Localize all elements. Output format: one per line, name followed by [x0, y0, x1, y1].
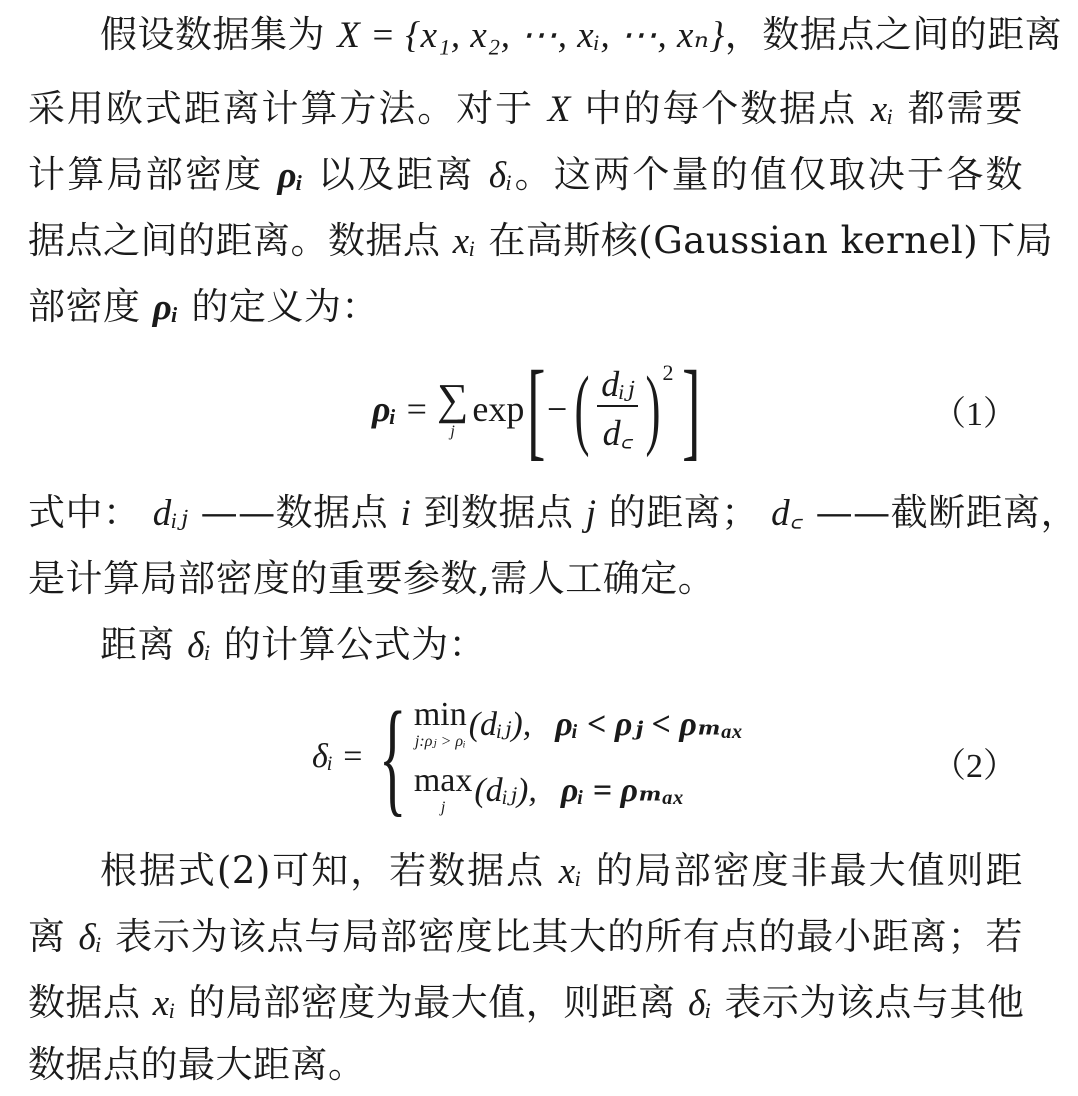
max-operator: max	[413, 762, 473, 799]
text-run: 中的每个数据点	[584, 87, 857, 130]
eq1-sum	[436, 375, 469, 440]
text-run: 假设数据集为	[100, 13, 325, 56]
para1-line1	[100, 12, 1063, 59]
para1-line4	[28, 218, 1054, 265]
para2-line2	[28, 556, 1023, 602]
math-xi: xᵢ	[870, 89, 894, 130]
text-run: 表示为该点与局部密度比其大的所有点的最小距离；若	[115, 915, 1024, 958]
text-run: ，数据点之间的距离	[724, 13, 1063, 56]
text-run: 都需要	[907, 87, 1024, 130]
eq2-case-2	[414, 764, 744, 816]
max-subscript: j	[440, 799, 446, 816]
para4-line4	[28, 1042, 1023, 1088]
text-run: 的局部密度非最大值则距	[595, 849, 1023, 892]
eq1-minus: −	[546, 389, 568, 429]
text-run: 以及距离	[317, 153, 475, 196]
sum-index: j	[450, 423, 455, 440]
math-i: i	[400, 493, 412, 534]
left-brace: {	[379, 686, 407, 828]
eq1-func-exp: exp	[472, 389, 525, 429]
case1-min	[414, 698, 467, 750]
min-operator: min	[413, 696, 467, 733]
case2-argument: (dᵢⱼ),	[474, 772, 537, 809]
set-definition-math: X = {x₁, x₂, ⋯, xᵢ, ⋯, xₙ}	[337, 15, 725, 56]
math-dc: d꜀	[771, 493, 804, 534]
math-xi: xᵢ	[452, 221, 477, 262]
text-run: 距离	[100, 623, 175, 666]
left-bracket: [	[527, 348, 546, 470]
text-run: 是计算局部密度的重要参数,需人工确定。	[28, 557, 716, 600]
text-run: 的定义为：	[191, 285, 379, 328]
text-run: 的距离；	[608, 491, 759, 534]
text-run: 。这两个量的值仅取决于各数	[512, 153, 1024, 196]
para4-line3	[28, 980, 1023, 1027]
sum-symbol: ∑	[436, 375, 469, 424]
equation-1-number: （1）	[932, 396, 1017, 433]
text-run: 的计算公式为：	[223, 623, 487, 666]
text-run: 到数据点	[423, 491, 574, 534]
para4-line1	[100, 848, 1023, 895]
para1-line3	[28, 152, 1023, 199]
fraction-denominator: d꜀	[602, 412, 634, 453]
text-run: 据点之间的距离。数据点	[28, 219, 441, 262]
text-run: 部密度	[28, 285, 141, 328]
para2-line1	[28, 490, 1078, 537]
math-rho: ρᵢ	[152, 287, 180, 328]
math-xi: xᵢ	[558, 851, 583, 892]
eq1-exponent: 2	[662, 360, 674, 385]
text-run: 采用欧式距离计算方法。对于	[28, 87, 535, 130]
right-bracket: ]	[682, 348, 701, 470]
para1-line5	[28, 284, 1023, 331]
text-run: 计算局部密度	[28, 153, 264, 196]
eq2-case-1	[414, 698, 744, 750]
equation-2-number: （2）	[932, 748, 1017, 785]
math-xi: xᵢ	[152, 983, 177, 1024]
fraction-numerator: dᵢⱼ	[597, 363, 638, 407]
math-delta: δᵢ	[187, 625, 212, 666]
text-run: 表示为该点与其他	[724, 981, 1025, 1024]
case2-condition: ρᵢ = ρₘₐₓ	[560, 772, 685, 809]
math-x: X	[547, 89, 571, 130]
text-run: 离	[28, 915, 66, 958]
math-rho: ρᵢ	[277, 155, 304, 196]
text-run: ——数据点	[200, 491, 389, 534]
left-paren: (	[574, 359, 590, 458]
eq2-lhs: δᵢ	[312, 738, 334, 775]
math-dij: dᵢⱼ	[152, 493, 189, 534]
case2-max	[414, 764, 473, 816]
case1-argument: (dᵢⱼ),	[468, 706, 532, 743]
math-j: j	[585, 493, 597, 534]
equation-1	[372, 350, 710, 468]
math-delta: δᵢ	[488, 155, 513, 196]
eq2-equals: =	[343, 738, 363, 775]
case1-condition: ρᵢ < ρⱼ < ρₘₐₓ	[555, 706, 744, 743]
text-run: 在高斯核(Gaussian kernel)下局	[488, 219, 1054, 262]
min-subscript: j:ρⱼ > ρᵢ	[414, 733, 466, 750]
para4-line2	[28, 914, 1023, 961]
math-delta: δᵢ	[688, 983, 713, 1024]
eq2-cases	[414, 698, 744, 816]
right-paren: )	[645, 359, 661, 458]
para1-line2	[28, 86, 1023, 133]
text-run: 数据点的最大距离。	[28, 1043, 366, 1086]
text-run: 根据式(2)可知，若数据点	[100, 849, 546, 892]
math-delta: δᵢ	[78, 917, 103, 958]
text-run: ——截断距离，	[815, 491, 1078, 534]
eq1-equals: =	[406, 389, 427, 429]
eq1-lhs: ρᵢ	[372, 389, 397, 429]
para3-line1	[100, 622, 1023, 669]
equation-2	[312, 686, 744, 828]
text-run: 数据点	[28, 981, 141, 1024]
text-run: 的局部密度为最大值，则距离	[188, 981, 676, 1024]
text-run: 式中：	[28, 491, 141, 534]
eq1-fraction	[597, 363, 638, 456]
